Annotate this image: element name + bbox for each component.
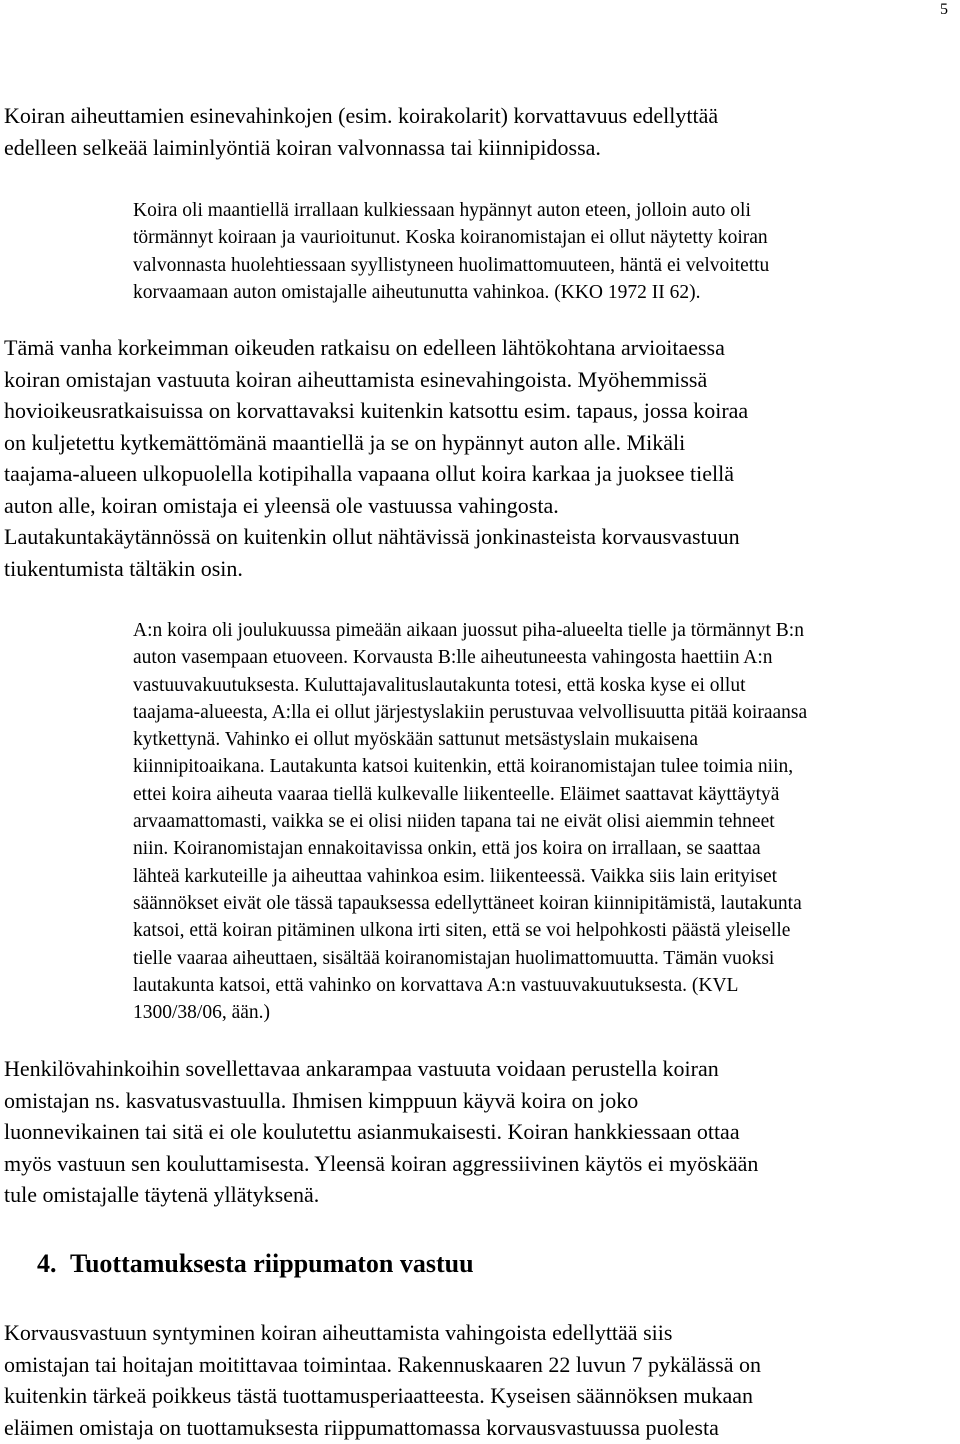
quote-line: katsoi, että koiran pitäminen ulkona irti siten, että se voi helpohkosti päästä yleiselle <box>133 920 791 942</box>
paragraph-line: omistajan ns. kasvatusvastuulla. Ihmisen kimppuun käyvä koira on joko <box>4 1087 639 1113</box>
paragraph-line: Tämä vanha korkeimman oikeuden ratkaisu on edelleen lähtökohtana arvioitaessa <box>4 335 725 360</box>
paragraph-line: auton alle, koiran omistaja ei yleensä ole vastuussa vahingosta. <box>4 492 559 518</box>
section-title: Tuottamuksesta riippumaton vastuu <box>70 1249 474 1278</box>
paragraph-line: Korvausvastuun syntyminen koiran aiheuttamista vahingoista edellyttää siis <box>4 1320 673 1345</box>
paragraph-line: Henkilövahinkoihin sovellettavaa ankarampaa vastuuta voidaan perustella koiran <box>4 1056 719 1081</box>
paragraph-line: tiukentumista tältäkin osin. <box>4 555 243 581</box>
paragraph-line: on kuljetettu kytkemättömänä maantiellä ja se on hypännyt auton alle. Mikäli <box>4 429 686 455</box>
page-number: 5 <box>940 1 948 18</box>
quote-line: valvonnasta huolehtiessaan syyllistyneen huolimattomuuteen, häntä ei velvoitettu <box>133 254 770 276</box>
section-number: 4. <box>37 1249 57 1278</box>
case-quote-kko <box>133 197 769 306</box>
paragraph-4 <box>4 1317 761 1443</box>
paragraph-line: taajama-alueen ulkopuolella kotipihalla vapaana ollut koira karkaa ja juoksee tiellä <box>4 461 734 486</box>
quote-line: kytkettynä. Vahinko ei ollut myöskään sattunut metsästyslain mukaisena <box>133 729 699 751</box>
paragraph-line: edelleen selkeää laiminlyöntiä koiran valvonnassa tai kiinnipidossa. <box>4 134 601 160</box>
quote-line: vastuuvakuutuksesta. Kuluttajavalituslautakunta totesi, että koska kyse ei ollut <box>133 674 746 696</box>
quote-line: A:n koira oli joulukuussa pimeään aikaan juossut piha-alueelta tielle ja törmännyt B:n <box>133 620 804 641</box>
paragraph-line: omistajan tai hoitajan moitittavaa toimintaa. Rakennuskaaren 22 luvun 7 pykälässä on <box>4 1351 761 1377</box>
paragraph-2 <box>4 332 748 584</box>
quote-line: lautakunta katsoi, että vahinko on korvattava A:n vastuuvakuutuksesta. (KVL <box>133 974 739 996</box>
quote-line: niin. Koiranomistajan ennakoitavissa onkin, että jos koira on irrallaan, se saattaa <box>133 838 761 860</box>
paragraph-line: luonnevikainen tai sitä ei ole koulutettu asianmukaisesti. Koiran hankkiessaan ottaa <box>4 1119 740 1144</box>
paragraph-1 <box>4 100 718 163</box>
quote-line: taajama-alueesta, A:lla ei ollut järjestyslakiin perustuvaa velvollisuutta pitää koiraansa <box>133 701 808 723</box>
paragraph-line: kuitenkin tärkeä poikkeus tästä tuottamusperiaatteesta. Kyseisen säännöksen mukaan <box>4 1383 753 1408</box>
quote-line: 1300/38/06, ään.) <box>133 1002 271 1024</box>
paragraph-line: Lautakuntakäytännössä on kuitenkin ollut nähtävissä jonkinasteista korvausvastuun <box>4 524 740 549</box>
quote-line: kiinnipitoaikana. Lautakunta katsoi kuitenkin, että koiranomistajan tulee toimia niin, <box>133 756 794 778</box>
quote-line: tielle vaaraa aiheuttaen, sisältää koiranomistajan huolimattomuutta. Tämän vuoksi <box>133 947 775 969</box>
paragraph-line: eläimen omistaja on tuottamuksesta riippumattomassa korvausvastuussa puolesta <box>4 1414 719 1440</box>
quote-line: lähteä karkuteille ja aiheuttaa vahinkoa esim. liikenteessä. Vaikka siis lain erityiset <box>133 865 778 887</box>
paragraph-line: koiran omistajan vastuuta koiran aiheuttamista esinevahingoista. Myöhemmissä <box>4 366 708 392</box>
paragraph-line: tule omistajalle täytenä yllätyksenä. <box>4 1182 320 1207</box>
quote-line: auton vasempaan etuoveen. Korvausta B:lle aiheutuneesta vahingosta haettiin A:n <box>133 647 773 669</box>
quote-line: Koira oli maantiellä irrallaan kulkiessaan hypännyt auton eteen, jolloin auto oli <box>133 200 751 221</box>
case-quote-kvl <box>133 617 807 1026</box>
quote-line: korvaamaan auton omistajalle aiheutunutta vahinkoa. (KKO 1972 II 62). <box>133 281 701 303</box>
quote-line: törmännyt koiraan ja vaurioitunut. Koska koiranomistajan ei ollut näytetty koiran <box>133 227 768 249</box>
paragraph-3 <box>4 1053 758 1211</box>
quote-line: ettei koira aiheuta vaaraa tiellä kulkevalle liikenteelle. Eläimet saattavat käyttäytyä <box>133 783 780 805</box>
section-heading <box>37 1247 474 1281</box>
paragraph-line: hovioikeusratkaisuissa on korvattavaksi kuitenkin katsottu esim. tapaus, jossa koiraa <box>4 398 749 423</box>
quote-line: arvaamattomasti, vaikka se ei olisi niiden tapana tai ne eivät olisi aiemmin tehneet <box>133 811 775 833</box>
paragraph-line: myös vastuun sen kouluttamisesta. Yleensä koiran aggressiivinen käytös ei myöskään <box>4 1150 759 1176</box>
paragraph-line: Koiran aiheuttamien esinevahinkojen (esim. koirakolarit) korvattavuus edellyttää <box>4 103 719 128</box>
quote-line: säännökset eivät ole tässä tapauksessa edellyttäneet koiran kiinnipitämistä, lautakunta <box>133 892 802 914</box>
